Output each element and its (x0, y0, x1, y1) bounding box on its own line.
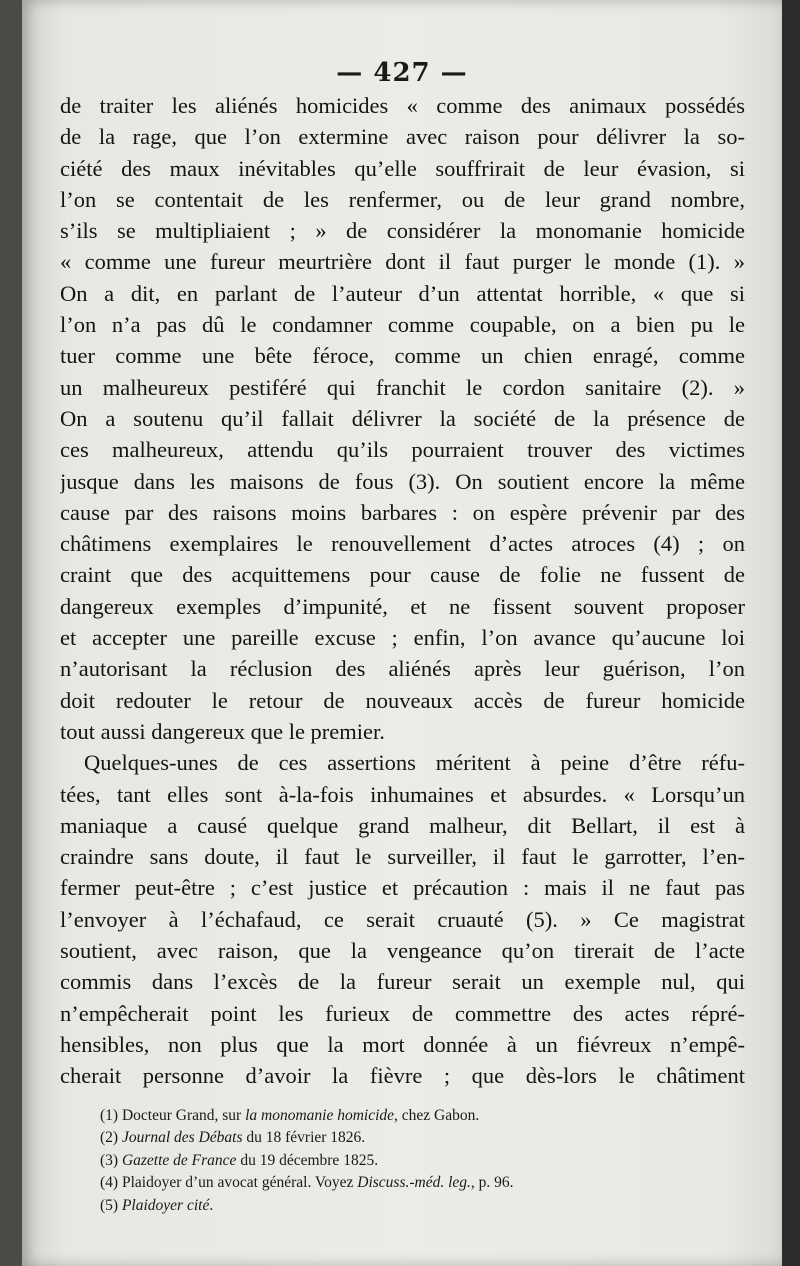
text-line: l’on se contentait de les renfermer, ou de leur grand nombre, (60, 186, 745, 212)
footnote-marker: (2) (100, 1129, 119, 1147)
footnote (100, 1172, 660, 1194)
text-line: maniaque a causé quelque grand malheur, dit Bellart, il est à (60, 812, 745, 838)
text-line: tuer comme une bête féroce, comme un chien enragé, comme (60, 343, 745, 369)
footnote-marker: (3) (100, 1151, 119, 1169)
footnote-title: la monomanie homicide (245, 1107, 395, 1124)
footnote-text: du 19 décembre 1825. (236, 1151, 379, 1169)
footnote (100, 1150, 660, 1172)
text-line: On a soutenu qu’il fallait délivrer la société de la présence de (60, 405, 745, 431)
text-line: « comme une fureur meurtrière dont il faut purger le monde (1). » (60, 249, 745, 275)
text-line: de la rage, que l’on extermine avec raison pour délivrer la so- (60, 124, 745, 150)
text-line: châtimens exemplaires le renouvellement d’actes atroces (4) ; on (60, 531, 745, 557)
page-number: — 427 — (336, 58, 468, 88)
book-page (22, 0, 782, 1266)
footnote-text: Docteur Grand, sur (121, 1107, 246, 1124)
text-line: n’autorisant la réclusion des aliénés après leur guérison, l’on (60, 656, 745, 682)
footnote-marker: (1) (100, 1107, 119, 1124)
footnote-title: Plaidoyer cité (121, 1196, 210, 1214)
footnote-text: du 18 février 1826. (242, 1129, 366, 1147)
footnote-marker: (5) (100, 1196, 119, 1214)
text-line: de traiter les aliénés homicides « comme des animaux possédés (60, 93, 745, 118)
text-line: hensibles, non plus que la mort donnée à un fiévreux n’empê- (60, 1031, 745, 1057)
footnote (100, 1105, 660, 1127)
text-line: doit redouter le retour de nouveaux accès de fureur homicide (60, 687, 745, 713)
footnote-text: , p. 96. (470, 1174, 514, 1192)
text-line: ces malheureux, attendu qu’ils pourraient trouver des victimes (60, 437, 745, 463)
text-line: ciété des maux inévitables qu’elle souffrirait de leur évasion, si (60, 155, 745, 181)
text-line: dangereux exemples d’impunité, et ne fissent souvent proposer (60, 593, 745, 619)
text-line: commis dans l’excès de la fureur serait un exemple nul, qui (60, 969, 745, 995)
text-line: n’empêcherait point les furieux de commettre des actes répré- (60, 1000, 745, 1026)
text-line: un malheureux pestiféré qui franchit le cordon sanitaire (2). » (60, 374, 745, 400)
text-line: craindre sans doute, il faut le surveiller, il faut le garrotter, l’en- (60, 844, 745, 870)
text-line: cause par des raisons moins barbares : on espère prévenir par des (60, 499, 745, 525)
text-line: soutient, avec raison, que la vengeance qu’on tirerait de l’acte (60, 938, 745, 964)
text-line: fermer peut-être ; c’est justice et précaution : mais il ne faut pas (60, 875, 745, 901)
text-line: On a dit, en parlant de l’auteur d’un attentat horrible, « que si (60, 280, 745, 306)
text-line: et accepter une pareille excuse ; enfin, l’on avance qu’aucune loi (60, 625, 745, 651)
footnote-text: , chez Gabon. (394, 1107, 480, 1124)
body-text (60, 90, 745, 1092)
footnote-text: . (209, 1196, 214, 1214)
text-line: s’ils se multipliaient ; » de considérer la monomanie homicide (60, 218, 745, 244)
footnote-title: Journal des Débats (121, 1129, 243, 1147)
text-line: tout aussi dangereux que le premier. (60, 718, 385, 744)
scan-right-edge (782, 0, 800, 1266)
text-line: cherait personne d’avoir la fièvre ; que dès-lors le châtiment (60, 1063, 745, 1089)
text-line: jusque dans les maisons de fous (3). On soutient encore la même (60, 468, 745, 494)
text-line: craint que des acquittemens pour cause de folie ne fussent de (60, 562, 745, 588)
footnote-title: Discuss.-méd. leg. (357, 1174, 471, 1192)
text-line: l’on n’a pas dû le condamner comme coupable, on a bien pu le (60, 312, 745, 338)
footnote-marker: (4) (100, 1174, 119, 1192)
text-line: l’envoyer à l’échafaud, ce serait cruauté (5). » Ce magistrat (60, 906, 745, 932)
footnotes (100, 1105, 660, 1217)
footnote-title: Gazette de France (121, 1151, 237, 1169)
footnote-text: Plaidoyer d’un avocat général. Voyez (121, 1174, 358, 1192)
scan-left-edge (0, 0, 22, 1266)
footnote (100, 1127, 660, 1149)
footnote (100, 1195, 660, 1217)
text-line: Quelques-unes de ces assertions méritent à peine d’être réfu- (84, 750, 745, 776)
text-line: tées, tant elles sont à-la-fois inhumaines et absurdes. « Lorsqu’un (60, 781, 745, 807)
